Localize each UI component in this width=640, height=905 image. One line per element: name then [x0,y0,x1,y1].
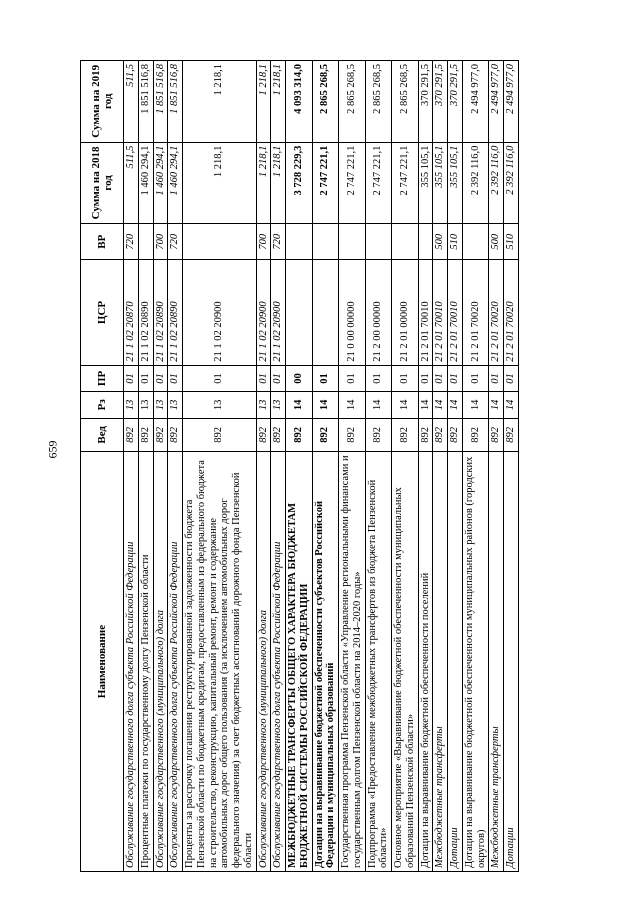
cell-name: Дотации [504,452,519,872]
cell-name: Обслуживание государственного (муниципального) долга [256,452,271,872]
cell-rz: 14 [418,392,433,418]
header-sum-2019: Сумма на 2019 год [81,61,124,143]
cell-rz: 13 [124,392,139,418]
cell-vr: 500 [433,224,448,260]
cell-name: Основное мероприятие «Выравнивание бюджетной обеспеченности муниципальных образований Пензенской области» [392,452,419,872]
page-number: 659 [45,440,60,459]
cell-sum-2018: 2 747 221,1 [392,142,419,224]
table-row [153,61,168,872]
cell-pr: 01 [256,365,271,391]
cell-vr [286,224,313,260]
cell-sum-2018: 2 392 116,0 [462,142,489,224]
cell-name: Процентные платежи по государственному долгу Пензенской области [138,452,153,872]
cell-sum-2018: 2 747 221,1 [339,142,366,224]
cell-csr: 21 2 01 70020 [462,260,489,366]
cell-sum-2019: 2 865 268,5 [365,61,392,143]
cell-sum-2018: 2 747 221,1 [312,142,339,224]
table-row [286,61,313,872]
cell-rz: 14 [392,392,419,418]
cell-rz: 14 [312,392,339,418]
header-pr: ПР [81,365,124,391]
cell-sum-2019: 2 865 268,5 [392,61,419,143]
cell-ved: 892 [448,418,463,452]
cell-csr: 21 1 02 20890 [138,260,153,366]
cell-sum-2018: 2 392 116,0 [504,142,519,224]
budget-table [80,60,519,872]
cell-ved: 892 [392,418,419,452]
cell-name: Дотации на выравнивание бюджетной обеспеченности субъектов Российской Федерации и муниципальных образований [312,452,339,872]
cell-pr: 01 [448,365,463,391]
cell-sum-2018: 1 460 294,1 [168,142,183,224]
cell-rz: 14 [489,392,504,418]
cell-sum-2018: 355 105,1 [418,142,433,224]
cell-ved: 892 [365,418,392,452]
cell-sum-2019: 1 218,1 [256,61,271,143]
cell-csr: 21 2 01 70020 [489,260,504,366]
cell-vr: 500 [489,224,504,260]
cell-csr: 21 2 01 00000 [392,260,419,366]
cell-sum-2019: 511,5 [124,61,139,143]
cell-vr: 720 [124,224,139,260]
cell-pr: 01 [124,365,139,391]
rotated-table [80,60,620,872]
cell-name: Дотации на выравнивание бюджетной обеспеченности муниципальных районов (городских округов) [462,452,489,872]
cell-vr [339,224,366,260]
cell-name: Обслуживание государственного долга субъекта Российской Федерации [124,452,139,872]
table-row [392,61,419,872]
cell-pr: 01 [312,365,339,391]
cell-rz: 14 [365,392,392,418]
cell-rz: 14 [339,392,366,418]
cell-sum-2019: 4 093 314,0 [286,61,313,143]
cell-rz: 14 [286,392,313,418]
cell-sum-2019: 2 865 268,5 [339,61,366,143]
table-row [448,61,463,872]
cell-csr: 21 1 02 20900 [183,260,257,366]
cell-name: Межбюджетные трансферты [489,452,504,872]
cell-ved: 892 [462,418,489,452]
cell-rz: 13 [138,392,153,418]
cell-csr: 21 2 01 70010 [433,260,448,366]
cell-name: Обслуживание государственного (муниципального) долга [153,452,168,872]
table-row [365,61,392,872]
cell-rz: 14 [433,392,448,418]
cell-sum-2019: 2 494 977,0 [489,61,504,143]
cell-ved: 892 [339,418,366,452]
cell-sum-2018: 355 105,1 [448,142,463,224]
table-row [418,61,433,872]
table-row [312,61,339,872]
cell-sum-2018: 2 747 221,1 [365,142,392,224]
header-rz: Рз [81,392,124,418]
table-row [138,61,153,872]
cell-name: Дотации на выравнивание бюджетной обеспеченности поселений [418,452,433,872]
cell-vr [138,224,153,260]
cell-vr: 510 [504,224,519,260]
cell-sum-2018: 511,5 [124,142,139,224]
cell-ved: 892 [433,418,448,452]
cell-pr: 01 [392,365,419,391]
cell-name: Подпрограмма «Предоставление межбюджетных трансфертов из бюджета Пензенской области» [365,452,392,872]
cell-sum-2019: 2 494 977,0 [504,61,519,143]
cell-vr: 720 [168,224,183,260]
cell-sum-2019: 370 291,5 [448,61,463,143]
table-row [271,61,286,872]
cell-vr [392,224,419,260]
cell-sum-2019: 1 218,1 [183,61,257,143]
cell-vr: 700 [153,224,168,260]
cell-vr: 720 [271,224,286,260]
budget-table-container [80,60,620,872]
cell-rz: 14 [448,392,463,418]
cell-name: Обслуживание государственного долга субъекта Российской Федерации [168,452,183,872]
cell-ved: 892 [489,418,504,452]
cell-sum-2019: 370 291,5 [418,61,433,143]
cell-csr: 21 2 00 00000 [365,260,392,366]
cell-ved: 892 [256,418,271,452]
cell-pr: 01 [418,365,433,391]
cell-name: МЕЖБЮДЖЕТНЫЕ ТРАНСФЕРТЫ ОБЩЕГО ХАРАКТЕРА БЮДЖЕТАМ БЮДЖЕТНОЙ СИСТЕМЫ РОССИЙСКОЙ ФЕДЕРАЦИИ [286,452,313,872]
cell-rz: 13 [183,392,257,418]
header-vr: ВР [81,224,124,260]
cell-vr [418,224,433,260]
cell-ved: 892 [271,418,286,452]
header-csr: ЦСР [81,260,124,366]
cell-ved: 892 [418,418,433,452]
cell-vr [183,224,257,260]
cell-pr: 01 [504,365,519,391]
cell-rz: 13 [168,392,183,418]
cell-ved: 892 [183,418,257,452]
cell-sum-2018: 1 460 294,1 [138,142,153,224]
header-ved: Вед [81,418,124,452]
cell-sum-2019: 1 851 516,8 [168,61,183,143]
cell-csr: 21 0 00 00000 [339,260,366,366]
cell-pr: 01 [138,365,153,391]
cell-sum-2019: 2 865 268,5 [312,61,339,143]
cell-rz: 14 [504,392,519,418]
table-row [433,61,448,872]
table-row [124,61,139,872]
cell-vr [312,224,339,260]
cell-pr: 01 [153,365,168,391]
cell-rz: 14 [462,392,489,418]
cell-csr: 21 2 01 70010 [418,260,433,366]
table-row [489,61,504,872]
cell-pr: 01 [489,365,504,391]
cell-name: Дотации [448,452,463,872]
cell-vr: 510 [448,224,463,260]
cell-csr: 21 1 02 20870 [124,260,139,366]
cell-sum-2019: 370 291,5 [433,61,448,143]
cell-name: Межбюджетные трансферты [433,452,448,872]
cell-rz: 13 [271,392,286,418]
cell-pr: 01 [183,365,257,391]
cell-pr: 01 [339,365,366,391]
cell-sum-2018: 1 218,1 [271,142,286,224]
cell-csr: 21 1 02 20900 [256,260,271,366]
cell-csr: 21 1 02 20900 [271,260,286,366]
cell-pr: 01 [271,365,286,391]
table-row [256,61,271,872]
cell-csr: 21 2 01 70010 [448,260,463,366]
cell-name: Проценты за рассрочку погашения реструктурированной задолженности бюджета Пензенской области по бюджетным кредитам, предоставленным из федерального бюджета на строительство, реконструкцию, капитальный ремонт, ремонт и содержание автомобильных дорог общего пользования (за исключением автомобильных дорог федерального значения) за счет бюджетных ассигнований дорожного фонда Пензенской области [183,452,257,872]
cell-ved: 892 [504,418,519,452]
cell-ved: 892 [153,418,168,452]
cell-ved: 892 [168,418,183,452]
cell-sum-2018: 1 218,1 [256,142,271,224]
cell-sum-2018: 1 218,1 [183,142,257,224]
cell-sum-2019: 2 494 977,0 [462,61,489,143]
header-name: Наименование [81,452,124,872]
cell-pr: 01 [168,365,183,391]
cell-rz: 13 [153,392,168,418]
cell-sum-2018: 2 392 116,0 [489,142,504,224]
cell-pr: 01 [433,365,448,391]
cell-vr: 700 [256,224,271,260]
table-row [462,61,489,872]
cell-pr: 00 [286,365,313,391]
cell-csr: 21 1 02 20890 [153,260,168,366]
table-row [339,61,366,872]
cell-ved: 892 [312,418,339,452]
cell-rz: 13 [256,392,271,418]
cell-name: Обслуживание государственного долга субъекта Российской Федерации [271,452,286,872]
cell-ved: 892 [138,418,153,452]
cell-csr [286,260,313,366]
header-sum-2018: Сумма на 2018 год [81,142,124,224]
cell-sum-2018: 3 728 229,3 [286,142,313,224]
table-row [168,61,183,872]
cell-sum-2018: 1 460 294,1 [153,142,168,224]
cell-ved: 892 [286,418,313,452]
cell-sum-2018: 355 105,1 [433,142,448,224]
table-body [124,61,519,872]
cell-sum-2019: 1 851 516,8 [138,61,153,143]
cell-vr [462,224,489,260]
cell-sum-2019: 1 851 516,8 [153,61,168,143]
cell-csr: 21 2 01 70020 [504,260,519,366]
table-header-row [81,61,124,872]
cell-name: Государственная программа Пензенской области «Управление региональными финансами и государственным долгом Пензенской области на 2014–2020 годы» [339,452,366,872]
cell-pr: 01 [462,365,489,391]
cell-vr [365,224,392,260]
cell-pr: 01 [365,365,392,391]
cell-csr: 21 1 02 20890 [168,260,183,366]
table-row [183,61,257,872]
cell-csr [312,260,339,366]
cell-ved: 892 [124,418,139,452]
table-row [504,61,519,872]
cell-sum-2019: 1 218,1 [271,61,286,143]
